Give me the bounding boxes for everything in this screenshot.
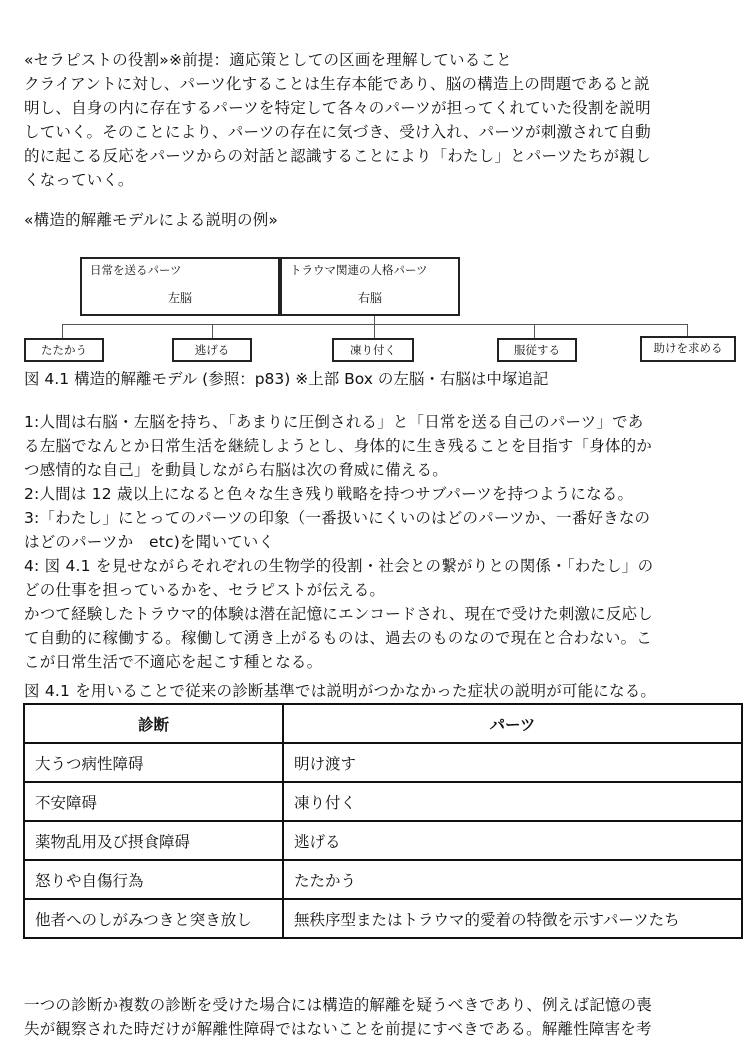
intro-heading-line: «セラピストの役割»※前提：適応策としての区画を理解していること [24, 51, 512, 69]
diagram-right-box [280, 257, 460, 316]
intro-line: していく。そのことにより、パーツの存在に気づき、受け入れ、パーツが刺激されて自動 [24, 123, 651, 141]
figure-caption: 図 4.1 構造的解離モデル (参照：p83) ※上部 Box の左脳・右脳は中塚追記 [24, 370, 549, 388]
part-box-seek-help: 助けを求める [640, 336, 736, 362]
diagnosis-cell: 大うつ病性障碍 [24, 743, 283, 782]
explanation-line: 4: 図 4.1 を見せながらそれぞれの生物学的役割・社会との繋がりとの関係・「わたし」の [24, 557, 654, 575]
table-row [24, 821, 742, 860]
explanation-paragraph [24, 410, 726, 674]
parts-cell: 無秩序型またはトラウマ的愛着の特徴を示すパーツたち [283, 899, 742, 938]
connector-drop [212, 324, 213, 338]
part-box-freeze: 凍り付く [332, 338, 414, 362]
parts-cell: 明け渡す [283, 743, 742, 782]
diagnosis-parts-table [23, 703, 743, 939]
part-box-submit: 服従する [497, 338, 577, 362]
explanation-line: かつて経験したトラウマ的体験は潜在記憶にエンコードされ、現在で受けた刺激に反応し [24, 605, 653, 623]
parts-cell: 逃げる [283, 821, 742, 860]
table-row [24, 860, 742, 899]
diagnosis-cell: 薬物乱用及び摂食障碍 [24, 821, 283, 860]
explanation-line: 1:人間は右脳・左脳を持ち、「あまりに圧倒される」と「日常を送る自己のパーツ」であ [24, 413, 644, 431]
diagnosis-cell: 怒りや自傷行為 [24, 860, 283, 899]
left-box-title: 日常を送るパーツ [90, 263, 182, 277]
parts-cell: 凍り付く [283, 782, 742, 821]
closing-line: 一つの診断か複数の診断を受けた場合には構造的解離を疑うべきであり、例えば記憶の喪 [24, 996, 653, 1014]
right-box-title: トラウマ関連の人格パーツ [290, 263, 428, 277]
explanation-line: て自動的に稼働する。稼働して湧き上がるものは、過去のものなので現在と合わない。こ [24, 629, 653, 647]
part-box-fight: たたかう [24, 338, 104, 362]
table-row [24, 899, 742, 938]
parts-cell: たたかう [283, 860, 742, 899]
intro-line: クライアントに対し、パーツ化することは生存本能であり、脳の構造上の問題であると説 [24, 75, 650, 93]
part-box-flee: 逃げる [172, 338, 252, 362]
intro-line: くなっていく。 [24, 171, 134, 189]
explanation-line: どの仕事を担っているかを、セラピストが伝える。 [24, 581, 386, 599]
closing-paragraph [24, 993, 726, 1041]
intro-line: 明し、自身の内に存在するパーツを特定して各々のパーツが担ってくれていた役割を説明 [24, 99, 651, 117]
closing-line: 失が観察された時だけが解離性障碍ではないことを前提にすべきである。解離性障害を考 [24, 1020, 652, 1038]
section-heading: «構造的解離モデルによる説明の例» [24, 211, 279, 229]
connector-drop [534, 324, 535, 338]
explanation-line: はどのパーツか etc)を聞いていく [24, 533, 275, 551]
structural-dissociation-diagram [22, 255, 742, 367]
connector-drop [374, 324, 375, 338]
diagram-left-box [80, 257, 280, 316]
table-row [24, 743, 742, 782]
connector-trunk [374, 316, 375, 324]
diagnosis-cell: 他者へのしがみつきと突き放し [24, 899, 283, 938]
explanation-line: る左脳でなんとか日常生活を継続しようとし、身体的に生き残ることを目指す「身体的か [24, 437, 653, 455]
intro-line: 的に起こる反応をパーツからの対話と認識することにより「わたし」とパーツたちが親し [24, 147, 651, 165]
intro-paragraph [24, 48, 726, 192]
explanation-line: 3:「わたし」にとってのパーツの印象（一番扱いにくいのはどのパーツか、一番好きなの [24, 509, 651, 527]
connector-drop [62, 324, 63, 338]
diagnosis-cell: 不安障碍 [24, 782, 283, 821]
explanation-line: こが日常生活で不適応を起こす種となる。 [24, 653, 323, 671]
left-box-sub: 左脳 [167, 291, 192, 305]
column-header-diagnosis: 診断 [24, 704, 283, 743]
table-row [24, 782, 742, 821]
column-header-parts: パーツ [283, 704, 742, 743]
explanation-line: つ感情的な自己」を動員しながら右脳は次の脅威に備える。 [24, 461, 448, 479]
right-box-sub: 右脳 [357, 291, 382, 305]
explanation-line: 2:人間は 12 歳以上になると色々な生き残り戦略を持つサブパーツを持つようになる。 [24, 485, 634, 503]
table-header-row [24, 704, 742, 743]
table-intro: 図 4.1 を用いることで従来の診断基準では説明がつかなかった症状の説明が可能になる。 [24, 682, 657, 700]
